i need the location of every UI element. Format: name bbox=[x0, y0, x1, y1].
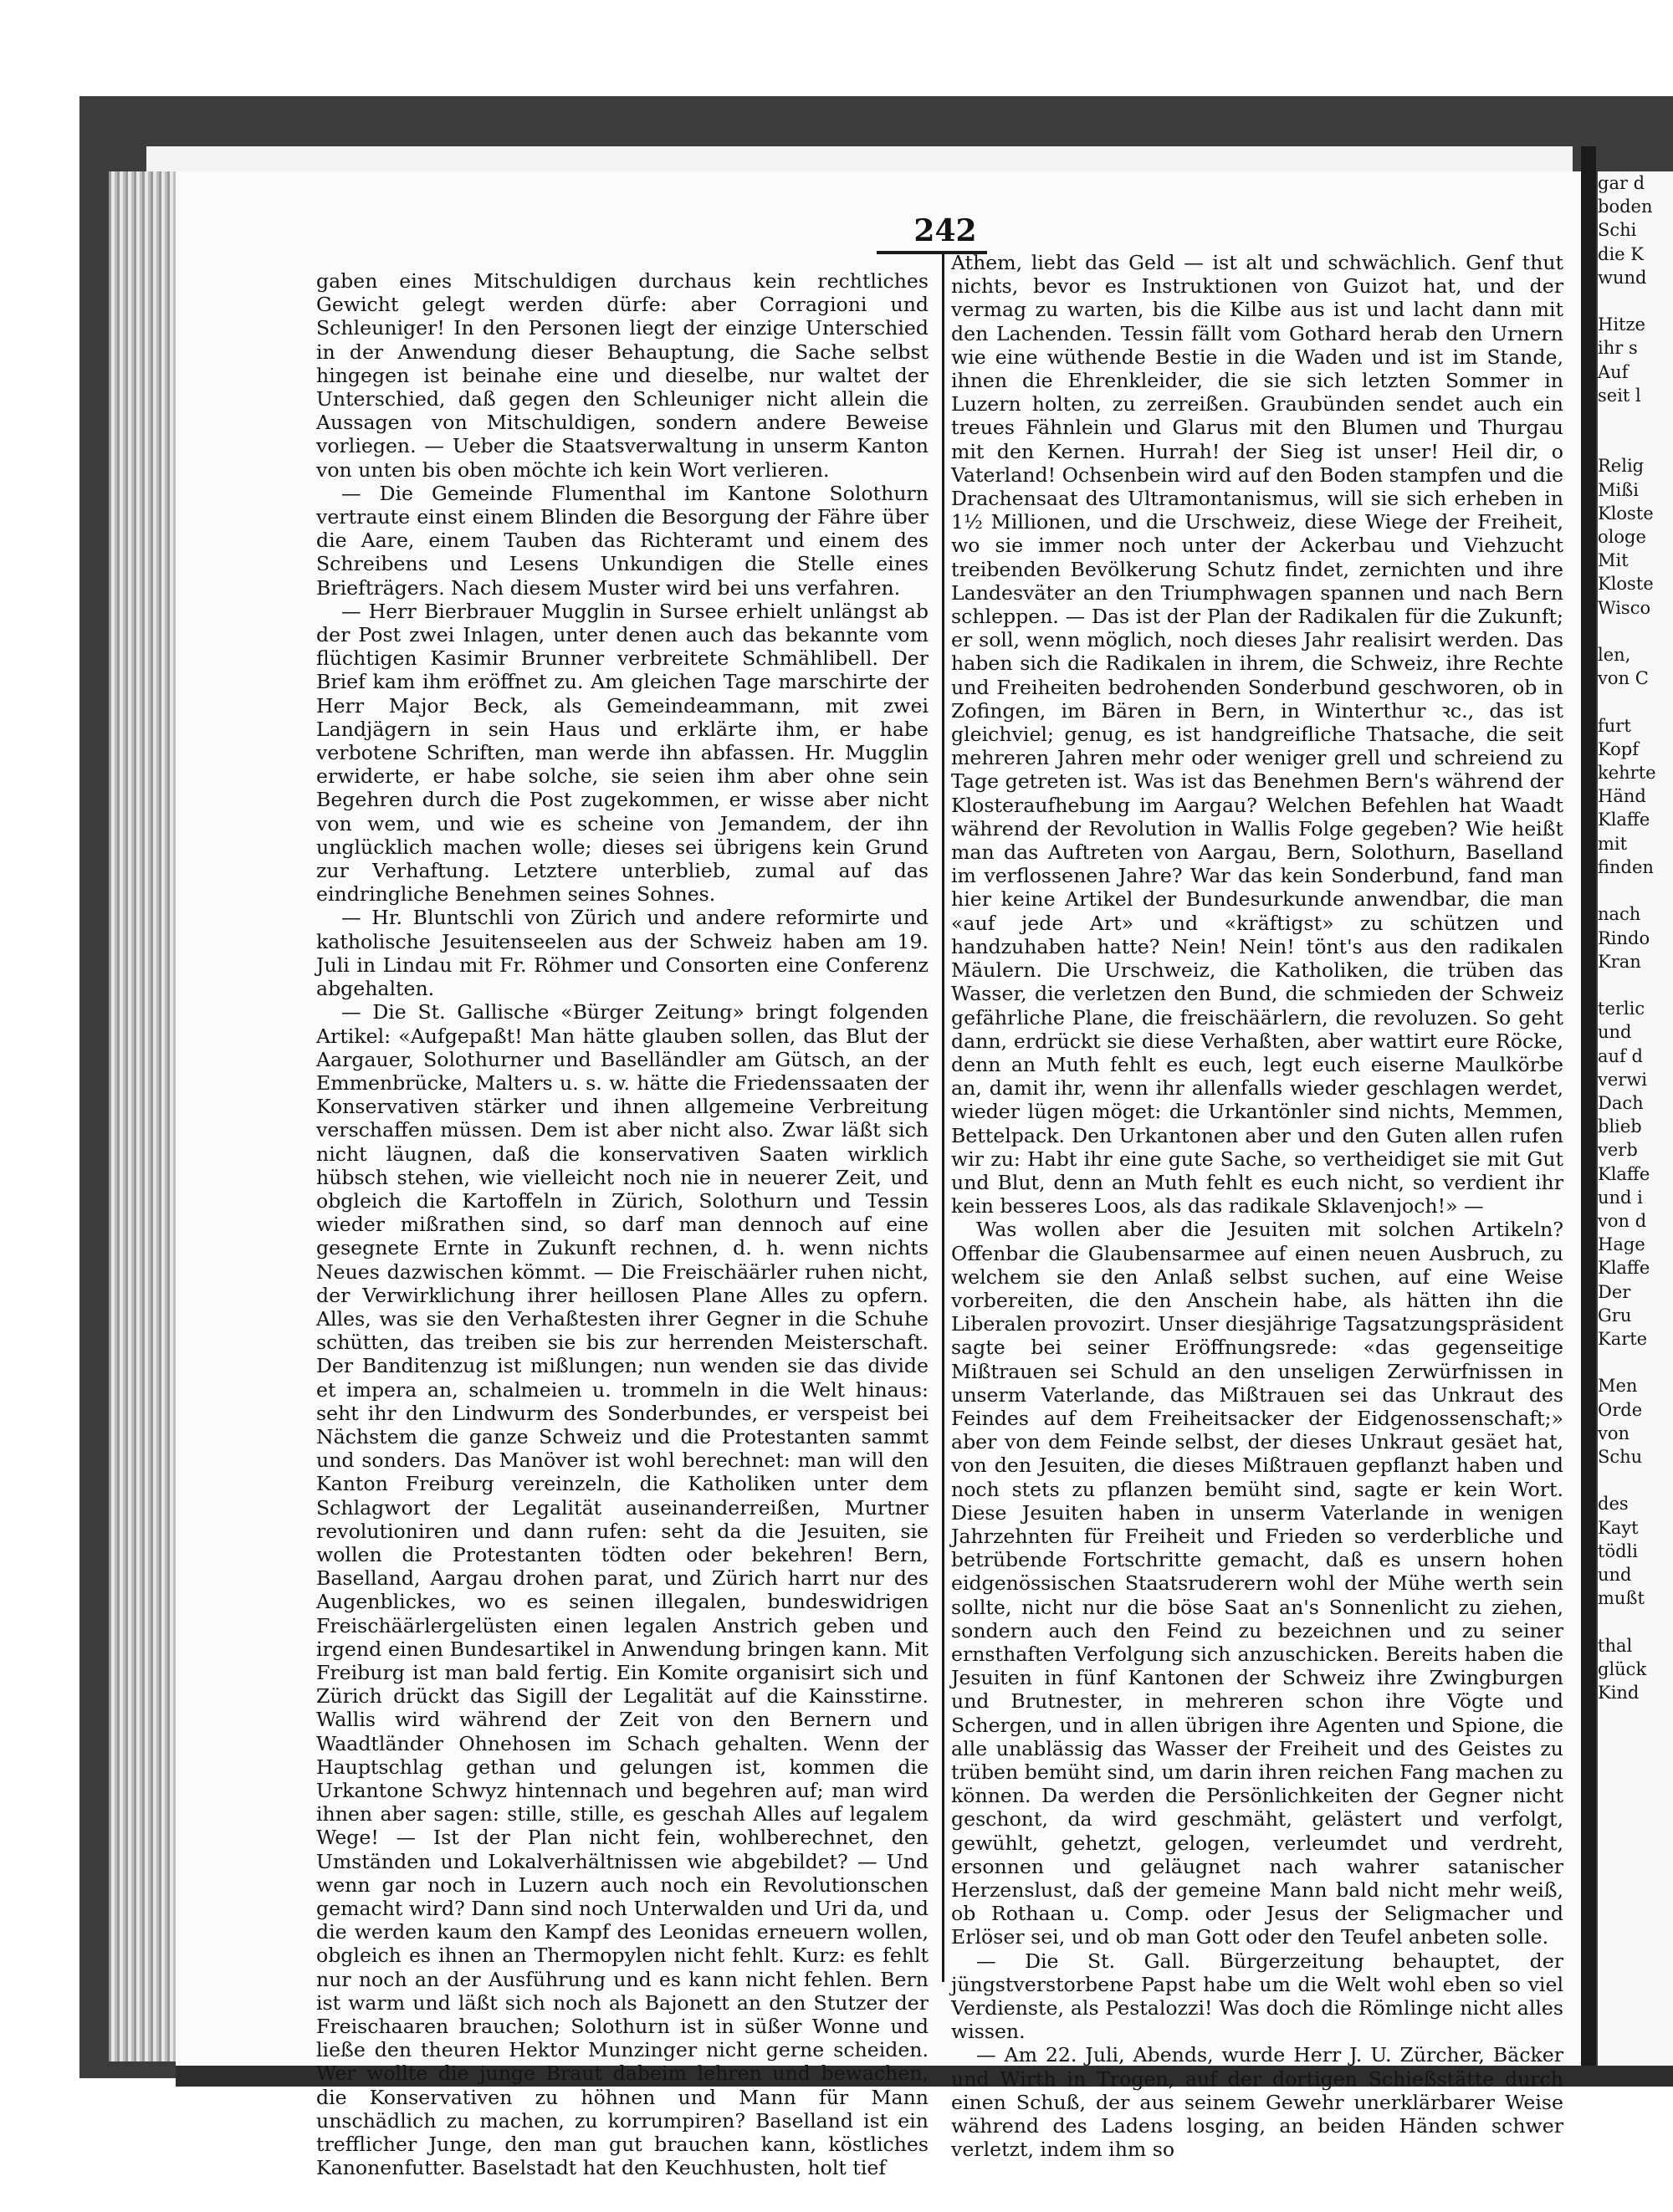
adjacent-fragment: furt bbox=[1598, 715, 1631, 736]
adjacent-fragment: Orde bbox=[1598, 1399, 1643, 1420]
column-divider bbox=[942, 251, 944, 1982]
adjacent-fragment: Auf bbox=[1598, 361, 1629, 382]
adjacent-fragment: Schu bbox=[1598, 1446, 1643, 1467]
right-column bbox=[951, 251, 1563, 2162]
paragraph: Was wollen aber die Jesuiten mit solchen Artikeln? Offenbar die Glaubensarmee auf einen neuen Ausbruch, zu welchem sie den Anlaß selbst suchen, auf eine Weise vorbereiten, die den Anschein habe, als hätten ihn die Liberalen provozirt. Unser diesjährige Tagsatzungspräsident sagte bei seiner Eröffnungsrede: «das gegenseitige Mißtrauen sei Schuld an den unseligen Zerwürfnissen in unserm Vaterlande, das Mißtrauen sei das Unkraut des Feindes auf dem Freiheitsacker der Eidgenossenschaft;» aber von dem Feinde selbst, der dieses Unkraut gesäet hat, von den Jesuiten, die dieses Mißtrauen gepflanzt haben und noch stets zu pflanzen bemüht sind, sagte er kein Wort. Diese Jesuiten haben in unserm Vaterlande in wenigen Jahrzehnten für Freiheit und Frieden so verderbliche und betrübende Fortschritte gemacht, daß es unsern hohen eidgenössischen Staatsruderern wohl der Mühe werth sein sollte, nicht nur die böse Saat an's Sonnenlicht zu ziehen, sondern auch den Feind zu bezeichnen und zu seiner ernsthaften Verfolgung sich anzuschicken. Bereits haben die Jesuiten in fünf Kantonen der Schweiz ihre Zwingburgen und Brutnester, in mehreren schon ihre Vögte und Schergen, und in allen übrigen ihre Agenten und Spione, die alle unablässig das Wasser der Freiheit und des Geistes zu trüben bemüht sind, um darin ihren reichen Fang machen zu können. Da werden die Persönlichkeiten der Gegner nicht geschont, da wird geschmäht, gelästert und verfolgt, gewühlt, gehetzt, gelogen, verleumdet und verdreht, ersonnen und geläugnet nach wahrer satanischer Herzenslust, daß der gemeine Mann bald nicht mehr weiß, ob Rothaan u. Comp. oder Jesus der Seligmacher und Erlöser sei, und ob man Gott oder den Teufel anbeten solle. bbox=[951, 1218, 1563, 1949]
adjacent-fragment: mit bbox=[1598, 833, 1628, 854]
adjacent-fragment bbox=[1598, 620, 1673, 643]
adjacent-fragment: Der bbox=[1598, 1281, 1631, 1302]
adjacent-fragment: finden bbox=[1598, 856, 1654, 877]
adjacent-fragment: Mit bbox=[1598, 550, 1629, 571]
gutter-shadow bbox=[1581, 146, 1596, 2070]
adjacent-fragment: Wisco bbox=[1598, 597, 1651, 618]
adjacent-fragment: gar d bbox=[1598, 173, 1645, 193]
adjacent-fragment: von d bbox=[1598, 1210, 1647, 1231]
adjacent-fragment: Hage bbox=[1598, 1234, 1645, 1255]
adjacent-fragment: mußt bbox=[1598, 1588, 1645, 1609]
adjacent-fragment: Relig bbox=[1598, 456, 1645, 477]
adjacent-fragment: ologe bbox=[1598, 527, 1646, 548]
adjacent-fragment bbox=[1598, 879, 1673, 902]
adjacent-fragment: Klaffe bbox=[1598, 1258, 1650, 1279]
adjacent-fragment: Mißi bbox=[1598, 479, 1639, 500]
paragraph: — Die St. Gallische «Bürger Zeitung» bringt folgenden Artikel: «Aufgepaßt! Man hätte glauben sollen, das Blut der Aargauer, Solothurner und Baselländler am Gütsch, an der Emmenbrücke, Malters u. s. w. hätte die Friedenssaaten der Konservativen stärker und ihnen allgemeine Verbreitung verschaffen müssen. Dem ist aber nicht also. Zwar läßt sich nicht läugnen, daß die konservativen Saaten wirklich hübsch stehen, wie vielleicht noch nie in neuerer Zeit, und obgleich die Kartoffeln in Zürich, Solothurn und Tessin wieder mißrathen sind, so darf man dennoch auf eine gesegnete Ernte in Zukunft rechnen, d. h. wenn nichts Neues dazwischen kömmt. — Die Freischäärler ruhen nicht, der Verwirklichung ihrer heillosen Plane Alles zu opfern. Alles, was sie den Verhaßtesten ihrer Gegner in die Schuhe schütten, das treiben sie bis zur herrenden Meisterschaft. Der Banditenzug ist mißlungen; nun wenden sie das divide et impera an, schalmeien u. trommeln in die Welt hinaus: seht ihr den Lindwurm des Sonderbundes, er verspeist bei Nächstem die ganze Schweiz und die Protestanten sammt und sonders. Das Manöver ist wohl berechnet: man will den Kanton Freiburg vereinzeln, die Katholiken unter dem Schlagwort der Legalität auseinanderreißen, Murtner revolutioniren und dann rufen: seht da die Jesuiten, sie wollen die Protestanten tödten oder bekehren! Bern, Baselland, Aargau drohen parat, und Zürich harrt nur des Augenblickes, wo es seinen illegalen, bundeswidrigen Freischäärlergelüsten einen legalen Anstrich geben und irgend einen Bundesartikel in Anwendung bringen kann. Mit Freiburg ist man bald fertig. Ein Komite organisirt sich und Zürich drückt das Sigill der Legalität auf die Kainsstirne. Wallis wird während der Zeit von den Bernern und Waadtländer Ohnehosen im Schach gehalten. Wenn der Hauptschlag gethan und gelungen ist, kommen die Urkantone Schwyz hintennach und begehren auf; man wird ihnen aber sagen: stille, stille, es geschah Alles auf legalem Wege! — Ist der Plan nicht fein, wohlberechnet, den Umständen und Lokalverhältnissen wie abgebildet? — Und wenn gar noch in Luzern auch noch ein Revolutionschen gemacht wird? Dann sind noch Unterwalden und Uri da, und die werden kaum den Kampf des Leonidas erneuern wollen, obgleich es ihnen an Thermopylen nicht fehlt. Kurz: es fehlt nur noch an der Ausführung und es kann nicht fehlen. Bern ist warm und läßt sich noch als Bajonett an den Stutzer der Freischaaren brauchen; Solothurn ist in süßer Wonne und ließe den theuren Hektor Munzinger nicht gerne scheiden. Wer wollte die junge Braut dabeim lehren und bewachen, die Konservativen zu höhnen und Mann für Mann unschädlich zu machen, zu korrumpiren? Baselland ist ein trefflicher Junge, den man gut brauchen kann, köstliches Kanonenfutter. Baselstadt hat den Keuchhusten, holt tief bbox=[316, 1000, 929, 2180]
adjacent-fragment: Men bbox=[1598, 1376, 1638, 1397]
adjacent-fragment bbox=[1598, 1351, 1673, 1374]
adjacent-fragment: Kayt bbox=[1598, 1517, 1639, 1538]
left-column bbox=[316, 269, 929, 2180]
adjacent-fragment: und i bbox=[1598, 1187, 1643, 1208]
paragraph: — Hr. Bluntschli von Zürich und andere reformirte und katholische Jesuitenseelen aus der Schweiz haben am 19. Juli in Lindau mit Fr. Röhmer und Consorten eine Conferenz abgehalten. bbox=[316, 906, 929, 1001]
adjacent-fragment: Klaffe bbox=[1598, 810, 1650, 830]
adjacent-fragment: verb bbox=[1598, 1140, 1638, 1161]
adjacent-fragment: Kopf bbox=[1598, 738, 1639, 759]
adjacent-fragment: Klaffe bbox=[1598, 1163, 1650, 1184]
adjacent-fragment: terlic bbox=[1598, 999, 1645, 1019]
adjacent-fragment: glück bbox=[1598, 1658, 1647, 1679]
adjacent-fragment: blieb bbox=[1598, 1116, 1642, 1137]
paragraph: gaben eines Mitschuldigen durchaus kein rechtliches Gewicht gelegt werden dürfe: aber Corragioni und Schleuniger! In den Personen liegt der einzige Unterschied in der Anwendung dieser Behauptung, die Sache selbst hingegen ist beinahe eine und dieselbe, nur waltet der Unterschied, daß gegen den Schleuniger nicht allein die Aussagen von Mitschuldigen, sondern andere Beweise vorliegen. — Ueber die Staatsverwaltung in unserm Kanton von unten bis oben möchte ich kein Wort verlieren. bbox=[316, 269, 929, 482]
adjacent-fragment: des bbox=[1598, 1494, 1629, 1515]
adjacent-fragment: kehrte bbox=[1598, 763, 1656, 784]
adjacent-fragment: Dach bbox=[1598, 1092, 1644, 1113]
adjacent-fragment: von C bbox=[1598, 668, 1649, 689]
adjacent-fragment: Karte bbox=[1598, 1328, 1648, 1349]
paragraph: — Am 22. Juli, Abends, wurde Herr J. U. Zürcher, Bäcker und Wirth in Trogen, auf der dortigen Schießstätte durch einen Schuß, der aus seinem Gewehr unerklärbarer Weise während des Ladens losging, an beiden Händen schwer verletzt, indem ihm so bbox=[951, 2043, 1563, 2162]
paragraph: — Die St. Gall. Bürgerzeitung behauptet, der jüngstverstorbene Papst habe um die Welt wohl eben so viel Verdienste, als Pestalozzi! Was doch die Römlinge nicht alles wissen. bbox=[951, 1949, 1563, 2044]
adjacent-fragment bbox=[1598, 407, 1673, 431]
adjacent-fragment: Rindo bbox=[1598, 927, 1650, 948]
adjacent-fragment: und bbox=[1598, 1022, 1632, 1043]
adjacent-fragment: Kind bbox=[1598, 1683, 1640, 1703]
adjacent-fragment: die K bbox=[1598, 243, 1644, 264]
page-number: 242 bbox=[913, 213, 977, 248]
adjacent-fragment bbox=[1598, 1469, 1673, 1492]
adjacent-fragment: auf d bbox=[1598, 1045, 1643, 1066]
adjacent-fragment bbox=[1598, 690, 1673, 713]
adjacent-fragment: Kloste bbox=[1598, 503, 1654, 524]
adjacent-fragment: Kloste bbox=[1598, 574, 1654, 595]
paragraph: — Herr Bierbrauer Mugglin in Sursee erhielt unlängst ab der Post zwei Inlagen, unter denen auch das bekannte vom flüchtigen Kasimir Brunner verbreitete Schmählibell. Der Brief kam ihm eröffnet zu. Am gleichen Tage marschirte der Herr Major Beck, als Gemeindeammann, mit zwei Landjägern in sein Haus und erklärte ihm, er habe verbotene Schriften, man werde ihn abfassen. Hr. Mugglin erwiderte, er habe solche, sie seien ihm aber ohne sein Begehren durch die Post zugekommen, er wisse aber nicht von wem, und wie es scheine von Jemandem, der ihn unglücklich machen wolle; dieses sei übrigens kein Grund zur Verhaftung. Letztere unterblieb, zumal auf das eindringliche Benehmen seines Sohnes. bbox=[316, 599, 929, 907]
adjacent-fragment: wund bbox=[1598, 267, 1647, 288]
paragraph: Athem, liebt das Geld — ist alt und schwächlich. Genf thut nichts, bevor es Instruktionen von Guizot hat, und der vermag zu warten, bis die Kilbe aus ist und lacht dann mit den Lachenden. Tessin fällt vom Gothard herab den Urnern wie eine wüthende Bestie in die Waden und ist im Stande, ihnen die Ehrenkleider, die sie sich letzten Sommer in Luzern holten, zu zerreißen. Graubünden sendet auch ein treues Fähnlein und Glarus mit den Blumen und Thurgau mit den Kernen. Hurrah! der Sieg ist unser! Heil dir, o Vaterland! Ochsenbein wird auf den Boden stampfen und die Drachensaat des Ultramontanismus, will sie sich erheben in 1½ Millionen, und die Urschweiz, diese Wiege der Freiheit, wo sie immer noch unter der Ackerbau und Viehzucht treibenden Bevölkerung Schutz findet, zernichten und ihre Landesväter an den Triumphwagen spannen und nach Bern schleppen. — Das ist der Plan der Radikalen für die Zukunft; er soll, wenn möglich, noch dieses Jahr realisirt werden. Das haben sich die Radikalen in ihrem, die Schweiz, ihre Rechte und Freiheiten bedrohenden Sonderbund geschworen, ob in Zofingen, im Bären in Bern, in Winterthur ꝛc., das ist gleichviel; genug, es ist handgreifliche Thatsache, die seit mehreren Jahren mehr oder weniger grell und schreiend zu Tage getreten ist. Was ist das Benehmen Bern's während der Klosteraufhebung im Aargau? Welchen Befehlen hat Waadt während der Revolution in Wallis Folge gegeben? Wie heißt man das Auftreten von Aargau, Bern, Solothurn, Baselland im verflossenen Jahre? War das kein Sonderbund, fand man hier keine Artikel der Bundesurkunde anwendbar, die man «auf jede Art» und «kräftigst» zu schützen und handzuhaben hatte? Nein! Nein! tönt's aus den radikalen Mäulern. Die Urschweiz, die Katholiken, die trüben das Wasser, die verletzen den Bund, die schmieden der Schweiz gefährliche Plane, die freischäärlern, die revoluzen. So geht dann, erdrückt sie diese Verhaßten, aber wattirt eure Röcke, denn an Muth fehlt es euch, legt euch eiserne Maulkörbe an, damit ihr, wenn ihr allenfalls wieder geschlagen werdet, wieder lügen möget: die Urkantönler sind nichts, Memmen, Bettelpack. Den Urkantonen aber und den Guten allen rufen wir zu: Habt ihr eine gute Sache, so vertheidiget sie mit Gut und Blut, denn an Muth fehlt es euch nicht, so verdient ihr kein besseres Loos, als das radikale Sklavenjoch!» — bbox=[951, 251, 1563, 1218]
adjacent-page-text bbox=[1598, 171, 1673, 2078]
adjacent-fragment: verwi bbox=[1598, 1069, 1648, 1090]
adjacent-page bbox=[1598, 171, 1673, 2078]
adjacent-fragment: Händ bbox=[1598, 786, 1646, 807]
adjacent-fragment: Hitze bbox=[1598, 314, 1645, 335]
paragraph: — Die Gemeinde Flumenthal im Kantone Solothurn vertraute einst einem Blinden die Besorgung der Fähre über die Aare, einem Tauben das Richteramt und einem des Schreibens und Lesens Unkundigen die Stelle eines Briefträgers. Nach diesem Muster wird bei uns verfahren. bbox=[316, 481, 929, 600]
adjacent-fragment: seit l bbox=[1598, 385, 1641, 406]
adjacent-fragment: Kran bbox=[1598, 951, 1641, 972]
adjacent-fragment: von bbox=[1598, 1423, 1630, 1443]
adjacent-fragment: boden bbox=[1598, 197, 1653, 217]
adjacent-fragment bbox=[1598, 431, 1673, 454]
adjacent-fragment: len, bbox=[1598, 645, 1637, 666]
adjacent-fragment: Schi bbox=[1598, 220, 1637, 241]
adjacent-fragment: thal bbox=[1598, 1635, 1633, 1656]
adjacent-fragment: und bbox=[1598, 1564, 1632, 1585]
adjacent-fragment: Gru bbox=[1598, 1305, 1632, 1326]
adjacent-fragment bbox=[1598, 289, 1673, 313]
adjacent-fragment: tödli bbox=[1598, 1540, 1638, 1561]
adjacent-fragment: nach bbox=[1598, 904, 1641, 925]
adjacent-fragment bbox=[1598, 1610, 1673, 1633]
adjacent-fragment: ihr s bbox=[1598, 338, 1638, 359]
adjacent-fragment bbox=[1598, 973, 1673, 997]
